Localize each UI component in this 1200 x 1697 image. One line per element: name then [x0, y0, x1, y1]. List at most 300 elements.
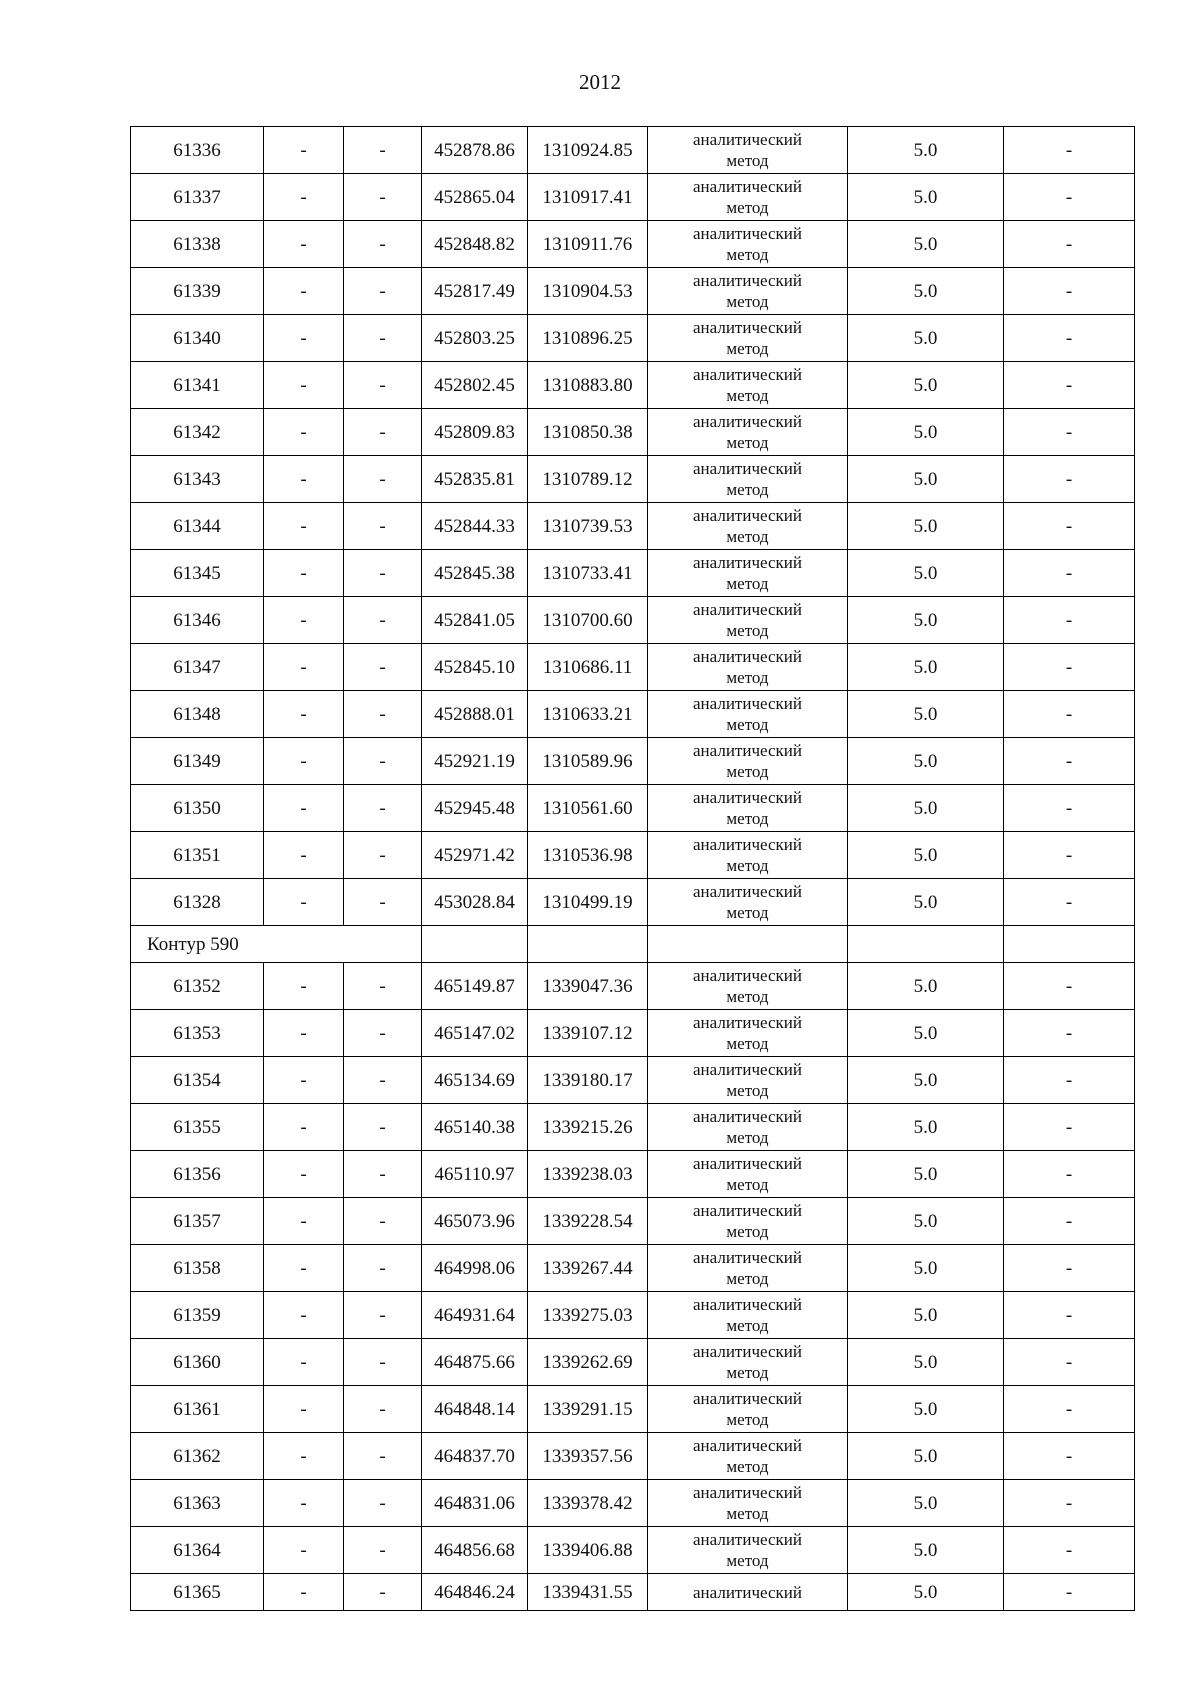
- method-line-2: метод: [726, 1316, 769, 1335]
- table-row: [131, 1151, 1135, 1198]
- point-id-cell: 61353: [131, 1010, 264, 1057]
- point-id-cell: 61354: [131, 1057, 264, 1104]
- method-line-1: аналитический: [693, 459, 802, 478]
- method-cell: [648, 503, 848, 550]
- x-coordinate-cell: 452971.42: [422, 832, 528, 879]
- point-id-cell: 61352: [131, 963, 264, 1010]
- description-cell: -: [1004, 315, 1135, 362]
- description-cell: -: [1004, 1574, 1135, 1611]
- y-coordinate-cell: 1310911.76: [528, 221, 648, 268]
- description-cell: -: [1004, 1339, 1135, 1386]
- x-coordinate-cell: 452921.19: [422, 738, 528, 785]
- x-coordinate-cell: 464848.14: [422, 1386, 528, 1433]
- description-cell: -: [1004, 127, 1135, 174]
- empty-value-cell: -: [344, 503, 422, 550]
- method-line-1: аналитический: [693, 835, 802, 854]
- y-coordinate-cell: 1310536.98: [528, 832, 648, 879]
- point-id-cell: 61359: [131, 1292, 264, 1339]
- y-coordinate-cell: 1310917.41: [528, 174, 648, 221]
- accuracy-cell: 5.0: [848, 1527, 1004, 1574]
- accuracy-cell: 5.0: [848, 785, 1004, 832]
- empty-value-cell: -: [264, 1339, 344, 1386]
- method-line-1: аналитический: [693, 553, 802, 572]
- accuracy-cell: 5.0: [848, 963, 1004, 1010]
- method-line-2: метод: [726, 621, 769, 640]
- method-cell: [648, 785, 848, 832]
- method-cell: [648, 644, 848, 691]
- table-row: [131, 963, 1135, 1010]
- method-line-2: метод: [726, 856, 769, 875]
- table-row: [131, 1010, 1135, 1057]
- y-coordinate-cell: 1339047.36: [528, 963, 648, 1010]
- x-coordinate-cell: 452945.48: [422, 785, 528, 832]
- empty-cell: [1004, 926, 1135, 963]
- empty-value-cell: -: [344, 832, 422, 879]
- empty-value-cell: -: [264, 221, 344, 268]
- table-row: [131, 1198, 1135, 1245]
- method-line-2: метод: [726, 762, 769, 781]
- method-line-1: аналитический: [693, 412, 802, 431]
- empty-value-cell: -: [344, 1386, 422, 1433]
- method-cell: [648, 550, 848, 597]
- table-row: [131, 1057, 1135, 1104]
- empty-value-cell: -: [344, 1339, 422, 1386]
- accuracy-cell: 5.0: [848, 1104, 1004, 1151]
- y-coordinate-cell: 1339431.55: [528, 1574, 648, 1611]
- empty-value-cell: -: [344, 1057, 422, 1104]
- accuracy-cell: 5.0: [848, 1010, 1004, 1057]
- accuracy-cell: 5.0: [848, 644, 1004, 691]
- method-cell: [648, 1151, 848, 1198]
- table-row: [131, 597, 1135, 644]
- y-coordinate-cell: 1339262.69: [528, 1339, 648, 1386]
- method-cell: [648, 1010, 848, 1057]
- empty-value-cell: -: [264, 1104, 344, 1151]
- method-line-2: метод: [726, 151, 769, 170]
- point-id-cell: 61336: [131, 127, 264, 174]
- contour-header-row: [131, 926, 1135, 963]
- page-number: 2012: [579, 70, 621, 94]
- method-line-2: метод: [726, 1175, 769, 1194]
- empty-value-cell: -: [344, 268, 422, 315]
- point-id-cell: 61342: [131, 409, 264, 456]
- accuracy-cell: 5.0: [848, 409, 1004, 456]
- method-cell: [648, 1057, 848, 1104]
- description-cell: -: [1004, 785, 1135, 832]
- method-cell: [648, 963, 848, 1010]
- x-coordinate-cell: 452888.01: [422, 691, 528, 738]
- empty-value-cell: -: [264, 1292, 344, 1339]
- empty-cell: [528, 926, 648, 963]
- method-cell: [648, 832, 848, 879]
- point-id-cell: 61361: [131, 1386, 264, 1433]
- method-line-1: аналитический: [693, 1060, 802, 1079]
- method-line-2: метод: [726, 480, 769, 499]
- empty-value-cell: -: [264, 1574, 344, 1611]
- point-id-cell: 61356: [131, 1151, 264, 1198]
- method-line-2: метод: [726, 574, 769, 593]
- method-line-2: метод: [726, 386, 769, 405]
- method-line-1: аналитический: [693, 130, 802, 149]
- x-coordinate-cell: 452817.49: [422, 268, 528, 315]
- method-cell: [648, 597, 848, 644]
- empty-value-cell: -: [344, 127, 422, 174]
- x-coordinate-cell: 464998.06: [422, 1245, 528, 1292]
- y-coordinate-cell: 1310789.12: [528, 456, 648, 503]
- accuracy-cell: 5.0: [848, 691, 1004, 738]
- empty-value-cell: -: [344, 1292, 422, 1339]
- empty-value-cell: -: [344, 1574, 422, 1611]
- y-coordinate-cell: 1339267.44: [528, 1245, 648, 1292]
- empty-value-cell: -: [264, 1010, 344, 1057]
- empty-value-cell: -: [264, 785, 344, 832]
- table-row: [131, 1245, 1135, 1292]
- point-id-cell: 61349: [131, 738, 264, 785]
- method-cell: [648, 1339, 848, 1386]
- x-coordinate-cell: 452835.81: [422, 456, 528, 503]
- method-line-1: аналитический: [693, 506, 802, 525]
- description-cell: -: [1004, 409, 1135, 456]
- x-coordinate-cell: 464831.06: [422, 1480, 528, 1527]
- method-line-2: метод: [726, 1457, 769, 1476]
- y-coordinate-cell: 1339291.15: [528, 1386, 648, 1433]
- point-id-cell: 61348: [131, 691, 264, 738]
- point-id-cell: 61339: [131, 268, 264, 315]
- x-coordinate-cell: 452809.83: [422, 409, 528, 456]
- method-cell: [648, 221, 848, 268]
- x-coordinate-cell: 465140.38: [422, 1104, 528, 1151]
- x-coordinate-cell: 464875.66: [422, 1339, 528, 1386]
- empty-value-cell: -: [264, 1527, 344, 1574]
- table-row: [131, 1386, 1135, 1433]
- method-line-2: метод: [726, 1222, 769, 1241]
- accuracy-cell: 5.0: [848, 268, 1004, 315]
- method-line-2: метод: [726, 987, 769, 1006]
- empty-value-cell: -: [264, 174, 344, 221]
- empty-value-cell: -: [264, 738, 344, 785]
- description-cell: -: [1004, 597, 1135, 644]
- method-cell: [648, 1574, 848, 1611]
- point-id-cell: 61357: [131, 1198, 264, 1245]
- accuracy-cell: 5.0: [848, 1292, 1004, 1339]
- y-coordinate-cell: 1310850.38: [528, 409, 648, 456]
- table-row: [131, 268, 1135, 315]
- y-coordinate-cell: 1339378.42: [528, 1480, 648, 1527]
- empty-cell: [848, 926, 1004, 963]
- x-coordinate-cell: 452848.82: [422, 221, 528, 268]
- description-cell: -: [1004, 1057, 1135, 1104]
- accuracy-cell: 5.0: [848, 127, 1004, 174]
- description-cell: -: [1004, 1198, 1135, 1245]
- method-cell: [648, 268, 848, 315]
- table-row: [131, 456, 1135, 503]
- y-coordinate-cell: 1310739.53: [528, 503, 648, 550]
- method-line-2: метод: [726, 433, 769, 452]
- y-coordinate-cell: 1339357.56: [528, 1433, 648, 1480]
- description-cell: -: [1004, 174, 1135, 221]
- table-row: [131, 1433, 1135, 1480]
- y-coordinate-cell: 1339228.54: [528, 1198, 648, 1245]
- method-line-1: аналитический: [693, 1436, 802, 1455]
- description-cell: -: [1004, 691, 1135, 738]
- description-cell: -: [1004, 963, 1135, 1010]
- point-id-cell: 61347: [131, 644, 264, 691]
- point-id-cell: 61360: [131, 1339, 264, 1386]
- accuracy-cell: 5.0: [848, 456, 1004, 503]
- description-cell: -: [1004, 738, 1135, 785]
- x-coordinate-cell: 464856.68: [422, 1527, 528, 1574]
- accuracy-cell: 5.0: [848, 1433, 1004, 1480]
- table-row: [131, 409, 1135, 456]
- table-row: [131, 785, 1135, 832]
- x-coordinate-cell: 465149.87: [422, 963, 528, 1010]
- method-line-2: метод: [726, 668, 769, 687]
- point-id-cell: 61344: [131, 503, 264, 550]
- empty-value-cell: -: [344, 1245, 422, 1292]
- method-line-2: метод: [726, 715, 769, 734]
- method-line-1: аналитический: [693, 271, 802, 290]
- method-line-1: аналитический: [693, 1582, 802, 1602]
- empty-value-cell: -: [344, 1198, 422, 1245]
- description-cell: -: [1004, 456, 1135, 503]
- table-row: [131, 644, 1135, 691]
- x-coordinate-cell: 452865.04: [422, 174, 528, 221]
- y-coordinate-cell: 1339180.17: [528, 1057, 648, 1104]
- method-line-1: аналитический: [693, 1295, 802, 1314]
- method-cell: [648, 879, 848, 926]
- y-coordinate-cell: 1339275.03: [528, 1292, 648, 1339]
- empty-value-cell: -: [344, 879, 422, 926]
- method-cell: [648, 1433, 848, 1480]
- point-id-cell: 61343: [131, 456, 264, 503]
- accuracy-cell: 5.0: [848, 879, 1004, 926]
- method-line-1: аналитический: [693, 1342, 802, 1361]
- method-line-1: аналитический: [693, 1013, 802, 1032]
- method-line-1: аналитический: [693, 741, 802, 760]
- empty-value-cell: -: [344, 785, 422, 832]
- point-id-cell: 61345: [131, 550, 264, 597]
- method-line-1: аналитический: [693, 882, 802, 901]
- point-id-cell: 61328: [131, 879, 264, 926]
- method-line-1: аналитический: [693, 318, 802, 337]
- description-cell: -: [1004, 1480, 1135, 1527]
- description-cell: -: [1004, 1104, 1135, 1151]
- accuracy-cell: 5.0: [848, 1574, 1004, 1611]
- method-line-1: аналитический: [693, 1530, 802, 1549]
- method-cell: [648, 1292, 848, 1339]
- point-id-cell: 61341: [131, 362, 264, 409]
- empty-value-cell: -: [264, 597, 344, 644]
- empty-value-cell: -: [264, 1386, 344, 1433]
- method-line-2: метод: [726, 1363, 769, 1382]
- method-line-1: аналитический: [693, 966, 802, 985]
- method-line-1: аналитический: [693, 1107, 802, 1126]
- y-coordinate-cell: 1310700.60: [528, 597, 648, 644]
- description-cell: -: [1004, 1010, 1135, 1057]
- empty-value-cell: -: [264, 1057, 344, 1104]
- description-cell: -: [1004, 879, 1135, 926]
- accuracy-cell: 5.0: [848, 1151, 1004, 1198]
- empty-value-cell: -: [344, 315, 422, 362]
- method-line-1: аналитический: [693, 177, 802, 196]
- y-coordinate-cell: 1310896.25: [528, 315, 648, 362]
- empty-value-cell: -: [344, 1151, 422, 1198]
- table-row: [131, 1104, 1135, 1151]
- empty-value-cell: -: [264, 879, 344, 926]
- empty-cell: [422, 926, 528, 963]
- point-id-cell: 61358: [131, 1245, 264, 1292]
- method-cell: [648, 1527, 848, 1574]
- empty-value-cell: -: [344, 456, 422, 503]
- method-line-1: аналитический: [693, 1248, 802, 1267]
- method-line-1: аналитический: [693, 647, 802, 666]
- table-row: [131, 1339, 1135, 1386]
- empty-value-cell: -: [264, 1433, 344, 1480]
- description-cell: -: [1004, 362, 1135, 409]
- point-id-cell: 61355: [131, 1104, 264, 1151]
- point-id-cell: 61340: [131, 315, 264, 362]
- method-cell: [648, 1198, 848, 1245]
- empty-value-cell: -: [264, 1245, 344, 1292]
- y-coordinate-cell: 1310561.60: [528, 785, 648, 832]
- accuracy-cell: 5.0: [848, 221, 1004, 268]
- empty-value-cell: -: [344, 963, 422, 1010]
- point-id-cell: 61350: [131, 785, 264, 832]
- empty-value-cell: -: [264, 1151, 344, 1198]
- empty-value-cell: -: [264, 315, 344, 362]
- table-row: [131, 550, 1135, 597]
- y-coordinate-cell: 1310733.41: [528, 550, 648, 597]
- empty-value-cell: -: [264, 268, 344, 315]
- coordinates-table: [130, 126, 1135, 1611]
- x-coordinate-cell: 452803.25: [422, 315, 528, 362]
- method-line-2: метод: [726, 527, 769, 546]
- method-cell: [648, 1245, 848, 1292]
- table-row: [131, 503, 1135, 550]
- method-cell: [648, 738, 848, 785]
- y-coordinate-cell: 1310904.53: [528, 268, 648, 315]
- accuracy-cell: 5.0: [848, 1339, 1004, 1386]
- method-line-2: метод: [726, 903, 769, 922]
- accuracy-cell: 5.0: [848, 315, 1004, 362]
- method-line-1: аналитический: [693, 1154, 802, 1173]
- empty-value-cell: -: [344, 550, 422, 597]
- accuracy-cell: 5.0: [848, 503, 1004, 550]
- empty-value-cell: -: [264, 127, 344, 174]
- x-coordinate-cell: 452802.45: [422, 362, 528, 409]
- method-cell: [648, 1386, 848, 1433]
- x-coordinate-cell: 452841.05: [422, 597, 528, 644]
- point-id-cell: 61338: [131, 221, 264, 268]
- table-row: [131, 221, 1135, 268]
- method-line-1: аналитический: [693, 1201, 802, 1220]
- method-line-1: аналитический: [693, 694, 802, 713]
- method-line-1: аналитический: [693, 788, 802, 807]
- description-cell: -: [1004, 1386, 1135, 1433]
- description-cell: -: [1004, 832, 1135, 879]
- empty-value-cell: -: [344, 221, 422, 268]
- y-coordinate-cell: 1339406.88: [528, 1527, 648, 1574]
- method-line-1: аналитический: [693, 1389, 802, 1408]
- y-coordinate-cell: 1310589.96: [528, 738, 648, 785]
- point-id-cell: 61363: [131, 1480, 264, 1527]
- y-coordinate-cell: 1310686.11: [528, 644, 648, 691]
- point-id-cell: 61365: [131, 1574, 264, 1611]
- method-cell: [648, 127, 848, 174]
- empty-value-cell: -: [264, 503, 344, 550]
- method-line-2: метод: [726, 1081, 769, 1100]
- empty-value-cell: -: [264, 963, 344, 1010]
- empty-value-cell: -: [264, 362, 344, 409]
- empty-value-cell: -: [344, 362, 422, 409]
- method-line-2: метод: [726, 339, 769, 358]
- method-cell: [648, 1104, 848, 1151]
- method-cell: [648, 315, 848, 362]
- x-coordinate-cell: 464846.24: [422, 1574, 528, 1611]
- accuracy-cell: 5.0: [848, 174, 1004, 221]
- accuracy-cell: 5.0: [848, 1480, 1004, 1527]
- empty-value-cell: -: [344, 1010, 422, 1057]
- point-id-cell: 61351: [131, 832, 264, 879]
- empty-value-cell: -: [344, 1433, 422, 1480]
- description-cell: -: [1004, 644, 1135, 691]
- table-row: [131, 315, 1135, 362]
- accuracy-cell: 5.0: [848, 832, 1004, 879]
- method-cell: [648, 691, 848, 738]
- method-line-1: аналитический: [693, 365, 802, 384]
- description-cell: -: [1004, 221, 1135, 268]
- table-row: [131, 879, 1135, 926]
- empty-value-cell: -: [344, 644, 422, 691]
- point-id-cell: 61337: [131, 174, 264, 221]
- empty-value-cell: -: [344, 174, 422, 221]
- method-line-2: метод: [726, 1410, 769, 1429]
- y-coordinate-cell: 1310499.19: [528, 879, 648, 926]
- table-row: [131, 1527, 1135, 1574]
- y-coordinate-cell: 1339238.03: [528, 1151, 648, 1198]
- description-cell: -: [1004, 503, 1135, 550]
- y-coordinate-cell: 1339215.26: [528, 1104, 648, 1151]
- point-id-cell: 61346: [131, 597, 264, 644]
- accuracy-cell: 5.0: [848, 1386, 1004, 1433]
- y-coordinate-cell: 1310883.80: [528, 362, 648, 409]
- y-coordinate-cell: 1339107.12: [528, 1010, 648, 1057]
- contour-label: Контур 590: [131, 926, 422, 963]
- description-cell: -: [1004, 1245, 1135, 1292]
- x-coordinate-cell: 465110.97: [422, 1151, 528, 1198]
- x-coordinate-cell: 452845.38: [422, 550, 528, 597]
- x-coordinate-cell: 465134.69: [422, 1057, 528, 1104]
- y-coordinate-cell: 1310633.21: [528, 691, 648, 738]
- method-cell: [648, 409, 848, 456]
- table-row: [131, 738, 1135, 785]
- description-cell: -: [1004, 1151, 1135, 1198]
- description-cell: -: [1004, 550, 1135, 597]
- accuracy-cell: 5.0: [848, 1057, 1004, 1104]
- point-id-cell: 61362: [131, 1433, 264, 1480]
- accuracy-cell: 5.0: [848, 597, 1004, 644]
- method-line-1: аналитический: [693, 1483, 802, 1502]
- empty-value-cell: -: [264, 832, 344, 879]
- empty-cell: [648, 926, 848, 963]
- table-row: [131, 832, 1135, 879]
- table-row: [131, 691, 1135, 738]
- x-coordinate-cell: 452878.86: [422, 127, 528, 174]
- table-row: [131, 1480, 1135, 1527]
- method-line-2: метод: [726, 1504, 769, 1523]
- method-line-2: метод: [726, 809, 769, 828]
- table-row: [131, 127, 1135, 174]
